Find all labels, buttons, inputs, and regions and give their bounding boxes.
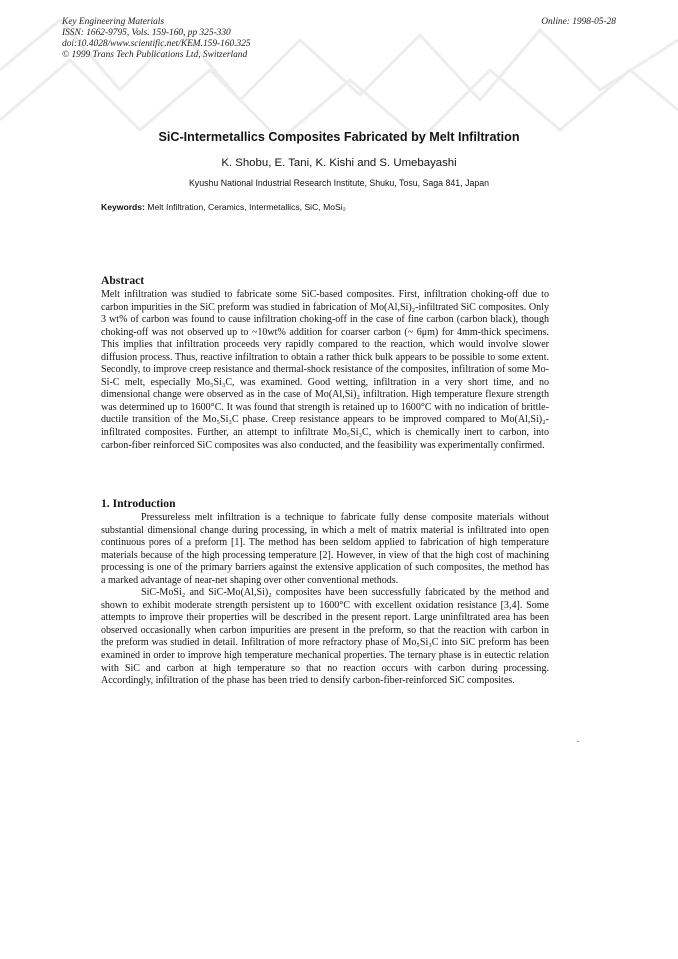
copyright-line: © 1999 Trans Tech Publications Ltd, Switzerland bbox=[62, 50, 248, 60]
abstract-section bbox=[101, 274, 549, 452]
journal-metadata bbox=[62, 17, 251, 61]
abstract-text: Melt infiltration was studied to fabricate some SiC-based composites. First, infiltration choking-off due to carbon impurities in the SiC preform was studied in fabrication of Mo(Al,Si)₂-infiltrated SiC composites. Only 3 wt% of carbon was found to cause infiltration choking-off in the case of fine carbon (carbon black), though choking-off was not observed up to ~10wt% addition for coarser carbon (~ 6μm) for 4mm-thick specimens. This implies that infiltration proceeds very rapidly compared to the reaction, which would involve slower diffusion process. Thus, reactive infiltration to obtain a rather thick bulk appears to be possible to some extent. Secondly, to improve creep resistance and thermal-shock resistance of the composites, infiltration of some Mo-Si-C melt, especially Mo₅Si₃C, was examined. Good wetting, infiltration in a very short time, and no dimensional change were observed as in the case of Mo(Al,Si)₂ infiltration. High temperature flexure strength was determined up to 1600°C. It was found that strength is retained up to 1600°C with no indication of brittle-ductile transition of the Mo₅Si₃C phase. Creep resistance appears to be improved compared to Mo(Al,Si)₂-infiltrated composites. Further, an attempt to infiltrate Mo₅Si₃C, which is chemically inert to carbon, into carbon-fiber reinforced SiC composites was also conducted, and the feasibility was experimentally confirmed. bbox=[101, 289, 549, 451]
journal-name: Key Engineering Materials bbox=[62, 17, 165, 27]
keywords-label: Keywords: bbox=[101, 202, 145, 212]
scan-artifact bbox=[577, 741, 579, 742]
doi-link[interactable]: doi:10.4028/www.scientific.net/KEM.159-160.325 bbox=[62, 39, 251, 49]
online-date: Online: 1998-05-28 bbox=[541, 17, 616, 27]
paper-affiliation: Kyushu National Industrial Research Institute, Shuku, Tosu, Saga 841, Japan bbox=[188, 178, 490, 188]
paper-title: SiC-Intermetallics Composites Fabricated by Melt Infiltration bbox=[158, 130, 520, 144]
abstract-heading: Abstract bbox=[101, 274, 145, 287]
introduction-section bbox=[101, 497, 549, 688]
introduction-heading: 1. Introduction bbox=[101, 497, 176, 510]
paper-authors: K. Shobu, E. Tani, K. Kishi and S. Umebayashi bbox=[221, 157, 457, 169]
keywords-list: Melt Infiltration, Ceramics, Intermetallics, SiC, MoSi₂ bbox=[147, 202, 346, 212]
introduction-paragraph-2: SiC-MoSi₂ and SiC-Mo(Al,Si)₂ composites have been successfully fabricated by the method and shown to exhibit moderate strength persistent up to 1600°C with excellent oxidation resistance [3,4]. Some attempts to improve their properties will be described in the present report. Large uninfiltrated area has been observed occasionally when carbon impurities are present in the preform, so that the reaction with carbon in the preform was studied in detail. Infiltration of more refractory phase of Mo₅Si₃C into SiC preform has been examined in order to improve high temperature mechanical properties. The ternary phase is in eutectic relation with SiC and carbon at high temperature so that no reaction occurs with carbon during processing. Accordingly, infiltration of the phase has been tried to densify carbon-fiber-reinforced SiC composites. bbox=[101, 587, 549, 687]
introduction-paragraph-1: Pressureless melt infiltration is a technique to fabricate fully dense composite materials without substantial dimensional change during processing, in which a melt of matrix material is infiltrated into open continuous pores of a preform [1]. The method has been seldom applied to fabrication of high temperature materials because of the high processing temperature [2]. However, in view of that the high cost of machining processing is one of the primary barriers against the extensive application of such composites, the method has a marked advantage of near-net shaping over other conventional methods. bbox=[101, 512, 549, 586]
issn-line: ISSN: 1662-9795, Vols. 159-160, pp 325-330 bbox=[62, 28, 231, 38]
keywords-line bbox=[101, 202, 346, 212]
